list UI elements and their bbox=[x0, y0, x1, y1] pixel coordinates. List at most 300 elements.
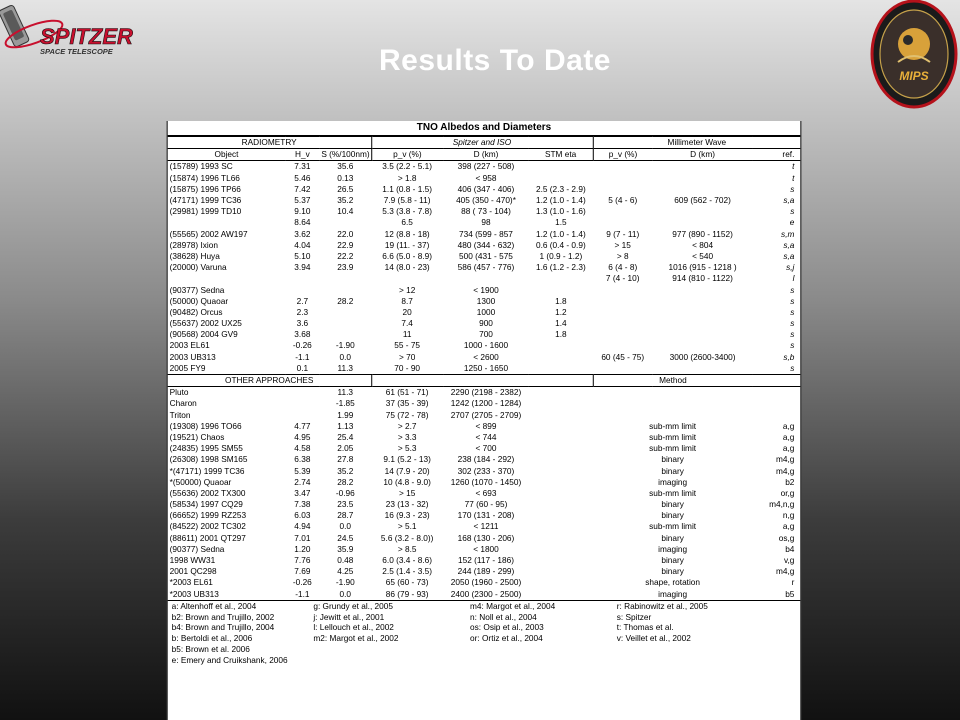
table-cell: 1242 (1200 - 1284) bbox=[450, 398, 522, 409]
table-cell bbox=[529, 465, 593, 476]
other-approaches-label: OTHER APPROACHES bbox=[168, 374, 372, 386]
table-cell: s bbox=[790, 306, 795, 317]
table-cell: 1.99 bbox=[337, 409, 354, 420]
spitzer-iso-label: Spitzer and ISO bbox=[371, 137, 593, 149]
table-cell: 35.9 bbox=[337, 543, 354, 554]
table-cell: 26.5 bbox=[337, 183, 354, 194]
table-cell: 23.5 bbox=[337, 499, 354, 510]
table-cell: s bbox=[790, 206, 795, 217]
table-cell: 2.74 bbox=[294, 476, 311, 487]
table-cell: m4,n,g bbox=[769, 499, 795, 510]
table-cell: sub-mm limit bbox=[649, 431, 697, 442]
table-cell: 4.95 bbox=[294, 431, 311, 442]
table-cell: 6.38 bbox=[294, 454, 311, 465]
table-cell bbox=[752, 387, 800, 399]
table-cell: (15875) 1996 TP66 bbox=[169, 183, 241, 194]
table-cell bbox=[653, 307, 753, 318]
reference-item: m2: Margot et al., 2002 bbox=[313, 633, 399, 644]
table-row bbox=[168, 240, 801, 251]
table-cell: (90377) Sedna bbox=[169, 543, 225, 554]
table-cell bbox=[653, 318, 753, 329]
table-cell: 35.2 bbox=[337, 195, 354, 206]
table-cell bbox=[371, 273, 443, 284]
table-row bbox=[168, 589, 801, 600]
table-cell bbox=[653, 206, 753, 217]
table-cell: 35.2 bbox=[337, 465, 354, 476]
table-cell: m4,g bbox=[775, 465, 795, 476]
table-row bbox=[168, 555, 801, 566]
table-cell bbox=[529, 363, 593, 375]
table-cell bbox=[593, 398, 753, 409]
table-row bbox=[168, 206, 801, 217]
table-cell: b4 bbox=[785, 543, 795, 554]
table-cell bbox=[593, 296, 653, 307]
table-cell: 238 (184 - 292) bbox=[457, 454, 515, 465]
table-cell: 22.2 bbox=[337, 250, 354, 261]
table-cell bbox=[653, 296, 753, 307]
table-cell: 1250 - 1650 bbox=[463, 362, 509, 373]
table-cell: < 804 bbox=[692, 239, 714, 250]
table-cell bbox=[593, 284, 653, 295]
reference-item: os: Osip et al., 2003 bbox=[470, 622, 544, 633]
table-cell: 1.6 (1.2 - 2.3) bbox=[535, 262, 586, 273]
table-cell: (19308) 1996 TO66 bbox=[169, 420, 242, 431]
table-cell: 914 (810 - 1122) bbox=[672, 273, 733, 284]
table-cell: 16 (9.3 - 23) bbox=[384, 510, 430, 521]
table-cell: (58534) 1997 CQ29 bbox=[169, 499, 243, 510]
table-cell bbox=[529, 173, 593, 184]
table-cell: Pluto bbox=[169, 387, 189, 398]
table-cell: 28.2 bbox=[337, 476, 354, 487]
table-cell: -0.26 bbox=[292, 340, 312, 351]
table-cell: s,a bbox=[783, 250, 795, 261]
table-cell bbox=[529, 577, 593, 588]
table-cell: 7 (4 - 10) bbox=[605, 273, 640, 284]
table-cell bbox=[529, 340, 593, 351]
table-cell: (84522) 2002 TC302 bbox=[169, 521, 246, 532]
table-cell: 4.58 bbox=[294, 443, 311, 454]
table-cell: < 540 bbox=[692, 250, 714, 261]
table-cell bbox=[653, 184, 753, 195]
table-cell: 5.39 bbox=[294, 465, 311, 476]
table-cell bbox=[168, 217, 286, 228]
table-row bbox=[168, 477, 801, 488]
column-header: D (km) bbox=[443, 149, 529, 161]
table-row bbox=[168, 318, 801, 329]
table-cell bbox=[319, 329, 371, 340]
table-cell bbox=[529, 477, 593, 488]
table-cell: 3.5 (2.2 - 5.1) bbox=[382, 161, 433, 172]
table-cell: 11 bbox=[402, 329, 412, 340]
table-cell: sub-mm limit bbox=[649, 443, 697, 454]
table-cell: -0.26 bbox=[292, 577, 312, 588]
table-cell: > 2.7 bbox=[397, 420, 417, 431]
table-row bbox=[168, 363, 801, 375]
table-cell: 2290 (2198 - 2382) bbox=[450, 387, 522, 398]
reference-item: r: Rabinowitz et al., 2005 bbox=[616, 600, 708, 611]
table-cell: 10.4 bbox=[337, 206, 354, 217]
table-cell bbox=[593, 184, 653, 195]
column-header-row bbox=[168, 149, 801, 161]
table-cell: 168 (130 - 206) bbox=[457, 532, 515, 543]
table-cell bbox=[319, 273, 371, 284]
table-cell: 1.13 bbox=[337, 420, 354, 431]
table-row bbox=[168, 454, 801, 465]
table-cell: (66652) 1999 RZ253 bbox=[169, 510, 247, 521]
table-row bbox=[168, 566, 801, 577]
table-cell: 405 (350 - 470)* bbox=[456, 195, 516, 206]
table-cell: 9.10 bbox=[294, 206, 311, 217]
table-cell: 3.47 bbox=[294, 487, 311, 498]
table-cell: 2.05 bbox=[337, 443, 354, 454]
table-cell: < 693 bbox=[475, 487, 497, 498]
reference-item: s: Spitzer bbox=[616, 611, 652, 622]
table-cell: 98 bbox=[481, 217, 491, 228]
table-cell: 1.4 bbox=[555, 318, 567, 329]
table-cell: 27.8 bbox=[337, 454, 354, 465]
table-cell bbox=[653, 217, 753, 228]
table-cell bbox=[529, 589, 593, 600]
table-title: TNO Albedos and Diameters bbox=[168, 121, 801, 136]
table-cell: 1.5 bbox=[555, 217, 567, 228]
table-cell bbox=[371, 374, 593, 386]
reference-item: b5: Brown et al. 2006 bbox=[171, 644, 250, 655]
table-cell: 1998 WW31 bbox=[169, 555, 216, 566]
table-cell: 75 (72 - 78) bbox=[385, 409, 429, 420]
table-cell: (50000) Quaoar bbox=[169, 295, 229, 306]
table-cell bbox=[319, 284, 371, 295]
table-row bbox=[168, 352, 801, 363]
table-row bbox=[168, 340, 801, 351]
table-cell: > 5.1 bbox=[397, 521, 417, 532]
table-cell: 1.1 (0.8 - 1.5) bbox=[382, 183, 433, 194]
table-cell: < 1900 bbox=[473, 284, 499, 295]
table-cell: sub-mm limit bbox=[649, 521, 697, 532]
table-cell: -1.85 bbox=[335, 398, 355, 409]
table-cell: 900 bbox=[479, 318, 493, 329]
table-cell: 5.6 (3.2 - 8.0)) bbox=[380, 532, 434, 543]
table-cell: -1.90 bbox=[335, 340, 355, 351]
table-cell: 1.2 (1.0 - 1.4) bbox=[535, 228, 586, 239]
logo-text-space-telescope: SPACE TELESCOPE bbox=[40, 47, 113, 56]
table-cell: 244 (189 - 299) bbox=[457, 566, 515, 577]
table-row bbox=[168, 161, 801, 173]
table-cell: 12 (8.8 - 18) bbox=[384, 228, 430, 239]
table-cell: 5.10 bbox=[294, 250, 311, 261]
method-label: Method bbox=[593, 374, 753, 386]
table-cell: t bbox=[792, 161, 795, 172]
table-cell: 2.5 (1.4 - 3.5) bbox=[382, 566, 433, 577]
table-cell bbox=[593, 217, 653, 228]
radiometry-label: RADIOMETRY bbox=[168, 137, 372, 149]
reference-item bbox=[309, 655, 466, 666]
table-cell: 2.7 bbox=[296, 295, 309, 306]
table-cell: (24835) 1995 SM55 bbox=[169, 443, 243, 454]
table-cell: *2003 UB313 bbox=[169, 588, 219, 599]
table-row bbox=[168, 398, 801, 409]
table-cell bbox=[443, 273, 529, 284]
page-title: Results To Date bbox=[379, 44, 611, 77]
table-cell: imaging bbox=[658, 476, 688, 487]
table-cell: 500 (431 - 575 bbox=[459, 250, 513, 261]
table-cell: (90568) 2004 GV9 bbox=[169, 329, 238, 340]
table-cell: 2.3 bbox=[296, 306, 309, 317]
table-cell: s bbox=[790, 183, 795, 194]
table-cell: < 700 bbox=[475, 443, 497, 454]
table-cell bbox=[529, 454, 593, 465]
table-cell: 11.3 bbox=[337, 362, 354, 373]
table-cell: 7.38 bbox=[294, 499, 311, 510]
table-cell: (26308) 1998 SM165 bbox=[169, 454, 248, 465]
table-cell: s,a bbox=[783, 239, 795, 250]
table-cell: 3.94 bbox=[294, 262, 311, 273]
table-cell: (15874) 1996 TL66 bbox=[169, 172, 240, 183]
table-cell: sub-mm limit bbox=[649, 487, 697, 498]
table-cell: (47171) 1999 TC36 bbox=[169, 195, 242, 206]
table-cell bbox=[752, 410, 800, 421]
table-cell: binary bbox=[661, 499, 684, 510]
column-header: ref. bbox=[752, 149, 800, 161]
table-cell bbox=[168, 273, 286, 284]
table-cell bbox=[285, 398, 319, 409]
reference-item: n: Noll et al., 2004 bbox=[470, 611, 537, 622]
reference-list bbox=[168, 600, 801, 666]
table-cell: 2.5 (2.3 - 2.9) bbox=[535, 183, 586, 194]
table-cell: sub-mm limit bbox=[649, 420, 697, 431]
table-cell: -1.1 bbox=[295, 351, 310, 362]
reference-item bbox=[309, 644, 466, 655]
table-cell bbox=[529, 284, 593, 295]
table-row bbox=[168, 410, 801, 421]
table-cell: 11.3 bbox=[337, 387, 354, 398]
table-cell: 5.46 bbox=[294, 172, 311, 183]
table-cell bbox=[529, 398, 593, 409]
table-cell: 7.31 bbox=[294, 161, 311, 172]
table-cell: s bbox=[790, 318, 795, 329]
table-cell: Charon bbox=[169, 398, 197, 409]
table-cell: 6.5 bbox=[401, 217, 413, 228]
table-cell: t bbox=[792, 172, 795, 183]
table-cell: 2001 QC298 bbox=[169, 566, 217, 577]
table-cell: (88611) 2001 QT297 bbox=[169, 532, 246, 543]
table-cell: 0.13 bbox=[337, 172, 354, 183]
table-cell bbox=[593, 410, 753, 421]
table-cell: 28.2 bbox=[337, 295, 354, 306]
table-cell: s bbox=[790, 362, 795, 373]
column-header: H_v bbox=[285, 149, 319, 161]
table-cell bbox=[653, 161, 753, 173]
table-cell: 9 (7 - 11) bbox=[606, 228, 640, 239]
table-cell: 0.0 bbox=[339, 521, 352, 532]
table-cell: binary bbox=[661, 465, 684, 476]
table-cell: > 70 bbox=[398, 351, 416, 362]
table-row bbox=[168, 465, 801, 476]
reference-item: or: Ortiz et al., 2004 bbox=[470, 633, 543, 644]
table-cell: 6 (4 - 8) bbox=[608, 262, 638, 273]
table-cell: > 5.3 bbox=[397, 443, 417, 454]
table-cell: 1.8 bbox=[555, 329, 567, 340]
table-cell: 25.4 bbox=[337, 431, 354, 442]
table-row bbox=[168, 432, 801, 443]
table-cell: 1.8 bbox=[555, 295, 567, 306]
table-cell: 1000 - 1600 bbox=[463, 340, 509, 351]
table-row bbox=[168, 173, 801, 184]
table-cell: 35.6 bbox=[337, 161, 354, 172]
reference-item: v: Veillet et al., 2002 bbox=[616, 633, 691, 644]
table-cell: 0.0 bbox=[339, 351, 352, 362]
table-cell bbox=[653, 329, 753, 340]
table-cell: 70 - 90 bbox=[394, 362, 421, 373]
table-cell: 2005 FY9 bbox=[169, 362, 206, 373]
table-cell: (90377) Sedna bbox=[169, 284, 225, 295]
table-cell bbox=[593, 206, 653, 217]
table-cell: 1260 (1070 - 1450) bbox=[450, 476, 522, 487]
tno-table bbox=[168, 136, 801, 600]
table-cell: b2 bbox=[785, 476, 795, 487]
reference-item: l: Lellouch et al., 2002 bbox=[313, 622, 394, 633]
table-row bbox=[168, 184, 801, 195]
table-cell bbox=[319, 318, 371, 329]
reference-item: b: Bertoldi et al., 2006 bbox=[171, 633, 253, 644]
table-cell: 8.64 bbox=[294, 217, 311, 228]
table-cell: 398 (227 - 508) bbox=[457, 161, 515, 172]
table-cell: 1300 bbox=[476, 295, 496, 306]
section-header-row bbox=[168, 374, 801, 386]
table-cell: 0.6 (0.4 - 0.9) bbox=[535, 239, 586, 250]
table-cell: 7.9 (5.8 - 11) bbox=[383, 195, 431, 206]
table-cell: (55565) 2002 AW197 bbox=[169, 228, 248, 239]
table-cell: -1.90 bbox=[335, 577, 355, 588]
table-cell: 7.4 bbox=[401, 318, 413, 329]
table-row bbox=[168, 217, 801, 228]
table-cell: > 12 bbox=[398, 284, 416, 295]
table-cell: 77 (60 - 95) bbox=[464, 499, 508, 510]
table-cell bbox=[752, 374, 800, 386]
table-cell: 37 (35 - 39) bbox=[385, 398, 429, 409]
table-cell: 86 (79 - 93) bbox=[385, 588, 429, 599]
table-cell bbox=[593, 173, 653, 184]
table-row bbox=[168, 251, 801, 262]
table-cell: 14 (7.9 - 20) bbox=[384, 465, 430, 476]
table-cell: binary bbox=[661, 454, 684, 465]
table-cell bbox=[593, 329, 653, 340]
table-cell: b5 bbox=[785, 588, 795, 599]
table-cell bbox=[593, 161, 653, 173]
table-row bbox=[168, 307, 801, 318]
reference-item bbox=[466, 655, 613, 666]
table-cell: n,g bbox=[782, 510, 795, 521]
table-cell: (15789) 1993 SC bbox=[169, 161, 233, 172]
table-cell bbox=[529, 499, 593, 510]
table-cell: 0.1 bbox=[296, 362, 309, 373]
table-cell: 6.6 (5.0 - 8.9) bbox=[382, 250, 433, 261]
badge-text: MIPS bbox=[899, 69, 929, 83]
table-row bbox=[168, 443, 801, 454]
table-cell: (20000) Varuna bbox=[169, 262, 227, 273]
table-cell: imaging bbox=[658, 543, 688, 554]
table-cell bbox=[752, 398, 800, 409]
table-cell: 7.69 bbox=[294, 566, 311, 577]
table-cell: 480 (344 - 632) bbox=[457, 239, 515, 250]
table-cell bbox=[653, 340, 753, 351]
table-cell: < 958 bbox=[475, 172, 497, 183]
table-cell: 0.48 bbox=[337, 555, 354, 566]
table-cell: -1.1 bbox=[295, 588, 310, 599]
table-cell bbox=[593, 318, 653, 329]
table-cell: s,b bbox=[783, 351, 795, 362]
table-cell: 19 (11. - 37) bbox=[384, 239, 430, 250]
table-cell bbox=[593, 363, 653, 375]
reference-item bbox=[613, 655, 801, 666]
table-cell: 5 (4 - 6) bbox=[608, 195, 638, 206]
reference-item: e: Emery and Cruikshank, 2006 bbox=[171, 655, 288, 666]
table-cell: os,g bbox=[778, 532, 795, 543]
table-cell: s,a bbox=[783, 195, 795, 206]
column-header: p_v (%) bbox=[593, 149, 653, 161]
table-cell: 3.6 bbox=[296, 318, 309, 329]
table-cell bbox=[285, 387, 319, 399]
reference-item: j: Jewitt et al., 2001 bbox=[313, 611, 385, 622]
reference-item bbox=[613, 644, 801, 655]
reference-item: t: Thomas et al. bbox=[616, 622, 674, 633]
table-cell: 2707 (2705 - 2709) bbox=[450, 409, 522, 420]
table-row bbox=[168, 421, 801, 432]
table-cell: 977 (890 - 1152) bbox=[672, 228, 733, 239]
table-cell: 65 (60 - 73) bbox=[385, 577, 429, 588]
logo-text-spitzer: SPITZER bbox=[40, 24, 133, 49]
table-cell: 23.9 bbox=[337, 262, 354, 273]
table-cell: 4.77 bbox=[294, 420, 311, 431]
table-cell bbox=[319, 307, 371, 318]
table-cell: *2003 EL61 bbox=[169, 577, 213, 588]
table-cell: binary bbox=[661, 532, 684, 543]
table-cell: 1.2 (1.0 - 1.4) bbox=[535, 195, 586, 206]
table-cell: m4,g bbox=[775, 566, 795, 577]
table-cell: 700 bbox=[479, 329, 493, 340]
table-cell: 24.5 bbox=[337, 532, 354, 543]
table-cell bbox=[529, 421, 593, 432]
table-cell: 2003 EL61 bbox=[169, 340, 210, 351]
table-cell: 5.37 bbox=[294, 195, 311, 206]
table-cell: (28978) Ixion bbox=[169, 239, 218, 250]
table-cell: 586 (457 - 776) bbox=[457, 262, 515, 273]
table-cell: 1.2 bbox=[555, 306, 567, 317]
table-cell: > 1.8 bbox=[397, 172, 417, 183]
table-cell: 734 (599 - 857 bbox=[459, 228, 513, 239]
table-cell: 0.0 bbox=[339, 588, 352, 599]
table-cell bbox=[529, 544, 593, 555]
table-cell: 4.04 bbox=[294, 239, 311, 250]
table-row bbox=[168, 533, 801, 544]
section-header-row bbox=[168, 137, 801, 149]
reference-item bbox=[466, 644, 613, 655]
table-cell: l bbox=[792, 273, 795, 284]
table-cell: 14 (8.0 - 23) bbox=[384, 262, 430, 273]
table-cell bbox=[529, 387, 593, 399]
table-cell: 5.3 (3.8 - 7.8) bbox=[382, 206, 433, 217]
table-cell: a,g bbox=[782, 443, 795, 454]
table-cell bbox=[529, 488, 593, 499]
table-cell bbox=[319, 217, 371, 228]
reference-item: b2: Brown and Trujillo, 2002 bbox=[171, 611, 275, 622]
table-cell: 4.94 bbox=[294, 521, 311, 532]
table-cell bbox=[653, 284, 753, 295]
table-cell: 1000 bbox=[476, 306, 496, 317]
table-cell: 609 (562 - 702) bbox=[674, 195, 731, 206]
table-row bbox=[168, 284, 801, 295]
table-cell: > 3.3 bbox=[397, 431, 417, 442]
table-cell bbox=[529, 161, 593, 173]
